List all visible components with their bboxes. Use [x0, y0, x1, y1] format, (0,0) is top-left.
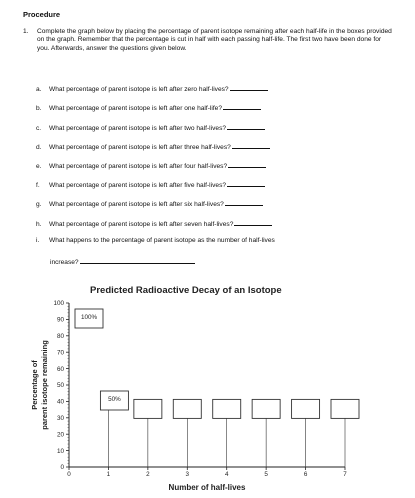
question-text: What percentage of parent isotope is left after zero half-lives?: [49, 86, 229, 93]
x-tick-label: 3: [185, 471, 190, 478]
y-tick-label: 60: [56, 365, 64, 373]
question-text: What percentage of parent isotope is left after seven half-lives?: [49, 221, 234, 228]
x-tick-label: 5: [264, 471, 268, 478]
y-tick-label: 20: [56, 431, 64, 439]
y-tick-label: 0: [60, 464, 64, 472]
question-label: b.: [36, 105, 42, 112]
answer-box: [134, 399, 162, 418]
question-label: h.: [36, 221, 42, 228]
question-label: a.: [36, 86, 42, 93]
question-text: What percentage of parent isotope is left after four half-lives?: [49, 163, 228, 170]
question-label: i.: [36, 237, 40, 244]
y-tick-label: 70: [56, 349, 64, 357]
answer-box: [292, 399, 320, 418]
question-label: g.: [36, 201, 42, 208]
y-tick-label: 100: [53, 300, 64, 308]
chart-title: Predicted Radioactive Decay of an Isotope: [90, 285, 282, 296]
y-axis-title-line2: parent isotope remaining: [40, 340, 49, 430]
x-tick-label: 0: [67, 471, 71, 478]
question-text: What percentage of parent isotope is left after two half-lives?: [49, 125, 227, 132]
x-tick-label: 7: [343, 471, 347, 478]
x-tick-label: 6: [303, 471, 308, 478]
answer-box: [331, 399, 359, 418]
x-tick-label: 2: [146, 471, 150, 478]
question-text: What happens to the percentage of parent isotope as the number of half-lives: [49, 237, 275, 244]
procedure-heading: Procedure: [23, 10, 61, 19]
question-text: What percentage of parent isotope is left after six half-lives?: [49, 201, 224, 208]
answer-box-label: 50%: [108, 396, 121, 403]
intro-text: Complete the graph below by placing the percentage of parent isotope remaining after each half-life in the boxes provided on the graph. Remember that the percentage is cut in half with each passing half-life. The first two have been done for you. Afterwards, answer the questions given below.: [37, 28, 392, 52]
step-number: 1.: [23, 28, 29, 35]
question-label: c.: [36, 125, 42, 132]
question-text-continued: increase?: [50, 256, 195, 266]
y-tick-label: 90: [56, 316, 64, 324]
question-text: What percentage of parent isotope is left after five half-lives?: [49, 182, 227, 189]
answer-box: [173, 399, 201, 418]
answer-box: [213, 399, 241, 418]
question-label: e.: [36, 163, 42, 170]
x-tick-label: 1: [106, 471, 111, 478]
y-axis-title-line1: Percentage of: [30, 360, 39, 410]
answer-box: [252, 399, 280, 418]
question-text: What percentage of parent isotope is left after one half-life?: [49, 105, 223, 112]
y-tick-label: 50: [56, 382, 64, 390]
question-label: d.: [36, 144, 42, 151]
question-text: What percentage of parent isotope is left after three half-lives?: [49, 144, 231, 151]
x-axis-title: Number of half-lives: [168, 483, 246, 492]
question-label: f.: [36, 182, 40, 189]
y-tick-label: 80: [56, 333, 64, 340]
y-tick-label: 10: [56, 447, 64, 455]
x-tick-label: 4: [224, 471, 229, 478]
y-tick-label: 30: [56, 415, 64, 422]
answer-box-label: 100%: [80, 314, 98, 321]
y-tick-label: 40: [56, 398, 64, 406]
